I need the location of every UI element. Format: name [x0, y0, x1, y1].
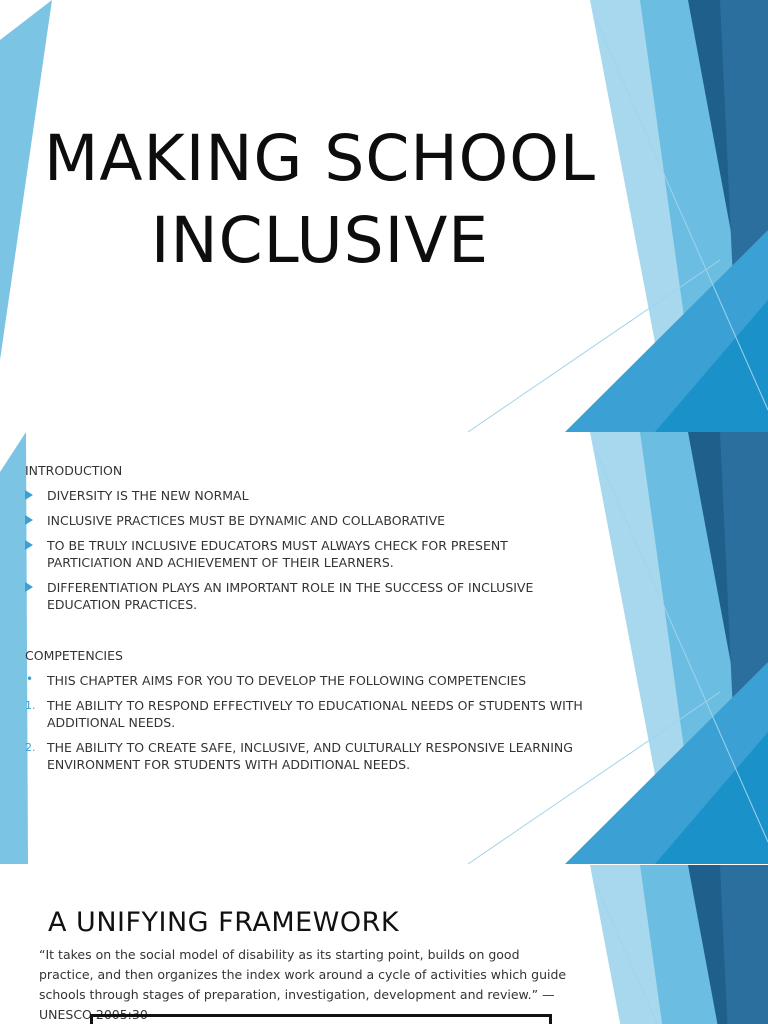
list-number: 1. — [25, 699, 36, 712]
framework-box — [90, 1014, 552, 1024]
slide-title-text — [20, 118, 620, 282]
framework-quote: “It takes on the social model of disability as its starting point, builds on good practice, and then organizes the index work around a cycle of activities which guide schools through stages of preparation, investigation, development and review.” —UNESCO 2005:30 — [39, 947, 567, 1022]
list-item — [25, 537, 585, 571]
list-item-text: DIFFERENTIATION PLAYS AN IMPORTANT ROLE IN THE SUCCESS OF INCLUSIVE EDUCATION PRACTICES. — [47, 580, 534, 612]
list-item-text: DIVERSITY IS THE NEW NORMAL — [47, 488, 249, 503]
framework-title: A UNIFYING FRAMEWORK — [48, 907, 400, 938]
slide-title — [0, 0, 768, 432]
competencies-list — [25, 672, 585, 773]
bullet-arrow-icon — [25, 515, 33, 525]
list-item — [25, 579, 585, 613]
slide-content — [25, 462, 585, 781]
list-item-text: THE ABILITY TO CREATE SAFE, INCLUSIVE, AND CULTURALLY RESPONSIVE LEARNING ENVIRONMENT FOR STUDENTS WITH ADDITIONAL NEEDS. — [47, 740, 573, 772]
bullet-dot-icon: • — [26, 672, 34, 686]
list-item-text: THE ABILITY TO RESPOND EFFECTIVELY TO EDUCATIONAL NEEDS OF STUDENTS WITH ADDITIONAL NEEDS. — [47, 698, 583, 730]
list-item-text: INCLUSIVE PRACTICES MUST BE DYNAMIC AND COLLABORATIVE — [47, 513, 446, 528]
list-item-text: THIS CHAPTER AIMS FOR YOU TO DEVELOP THE FOLLOWING COMPETENCIES — [47, 673, 527, 688]
bullet-arrow-icon — [25, 490, 33, 500]
bullet-arrow-icon — [25, 540, 33, 550]
bullet-arrow-icon — [25, 582, 33, 592]
competencies-heading: COMPETENCIES — [25, 648, 123, 663]
title-line-2: INCLUSIVE — [150, 204, 490, 277]
list-item — [25, 672, 585, 689]
slide-introduction — [0, 432, 768, 865]
list-item-text: TO BE TRULY INCLUSIVE EDUCATORS MUST ALWAYS CHECK FOR PRESENT PARTICIATION AND ACHIEVEMENT OF THEIR LEARNERS. — [47, 538, 508, 570]
introduction-heading: INTRODUCTION — [25, 463, 123, 478]
introduction-list — [25, 487, 585, 613]
title-line-1: MAKING SCHOOL — [44, 122, 596, 195]
list-item — [25, 697, 585, 731]
list-item — [25, 487, 585, 504]
list-item — [25, 739, 585, 773]
list-item — [25, 512, 585, 529]
list-number: 2. — [25, 741, 36, 754]
slide-framework — [0, 865, 768, 1024]
